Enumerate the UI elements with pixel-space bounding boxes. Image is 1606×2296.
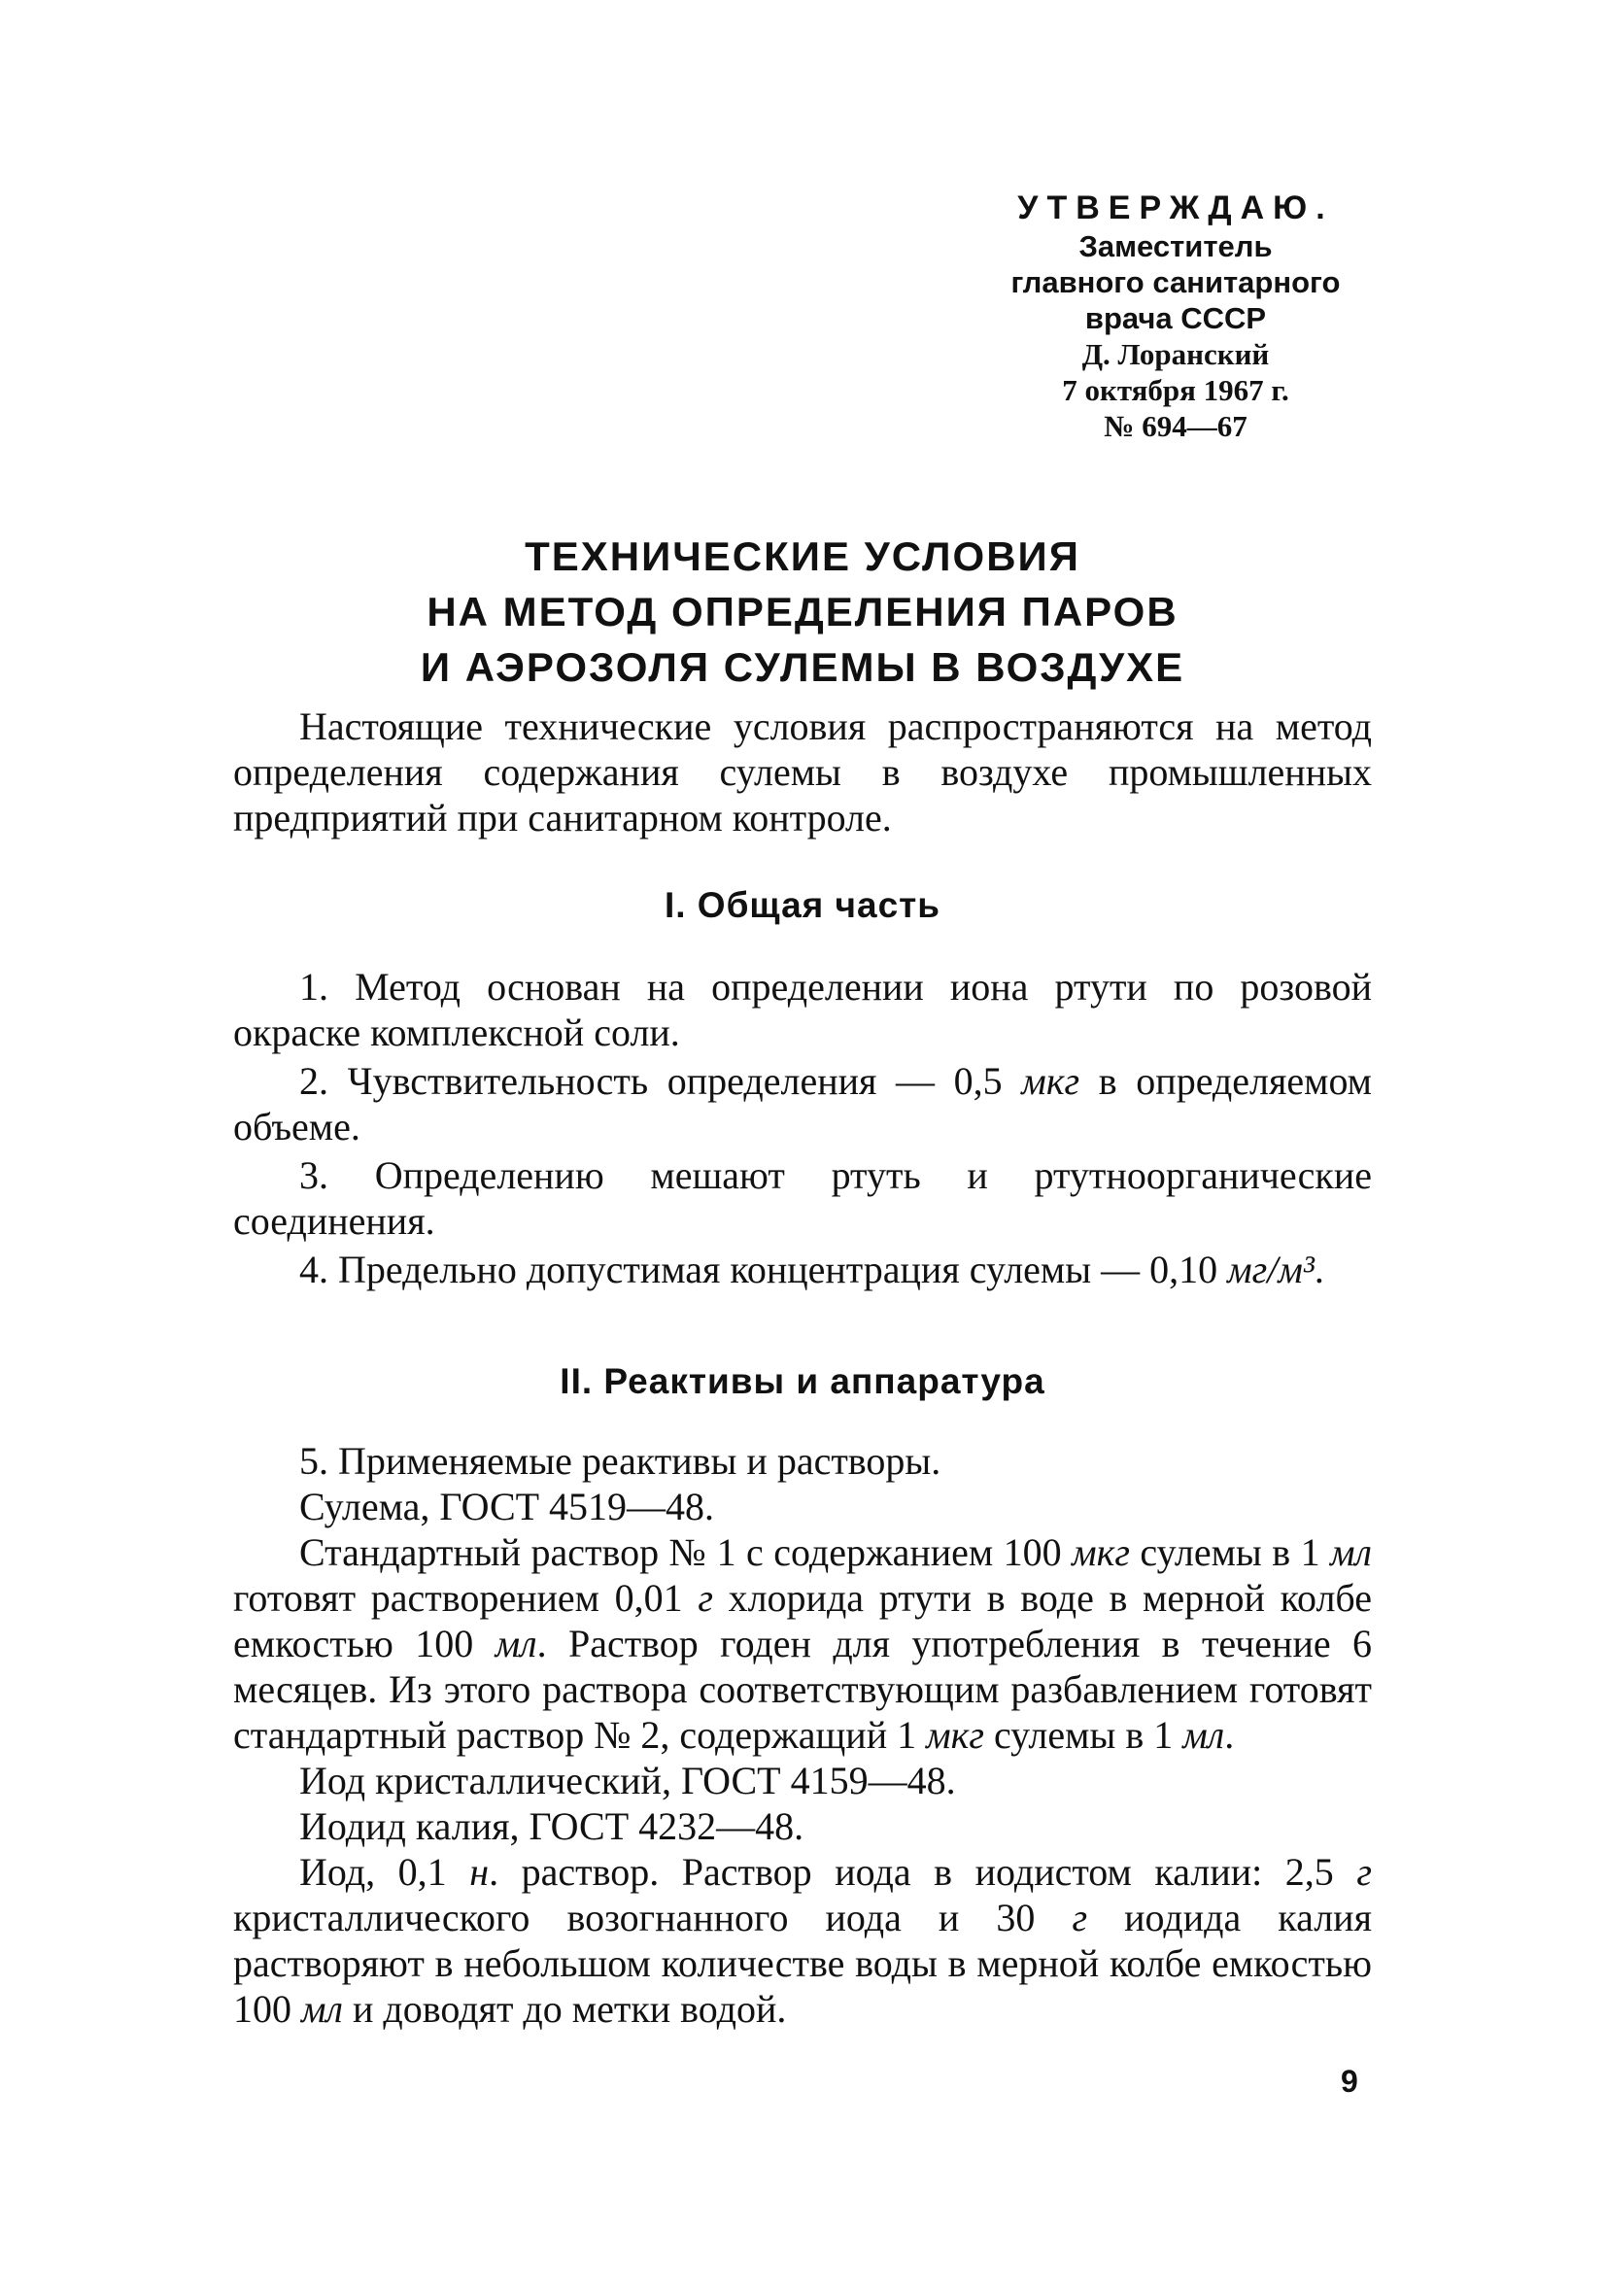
approval-number: № 694—67 <box>1104 409 1247 443</box>
paragraph-1: 1. Метод основан на определении иона ртути по розовой окраске комплексной соли. <box>233 965 1372 1054</box>
paragraph-4-text-b: . <box>1314 1248 1324 1291</box>
paragraph-10 <box>233 1849 1372 2032</box>
paragraph-7-unit-3: г <box>698 1576 713 1620</box>
section-1-heading: I. Общая часть <box>664 885 941 925</box>
document-page <box>233 0 1372 2296</box>
paragraph-7-text-g: . <box>1224 1713 1235 1757</box>
approval-position-line-2: главного санитарного <box>1010 265 1341 299</box>
approval-position-line-1: Заместитель <box>1078 229 1273 263</box>
section-1-body <box>233 964 1372 1295</box>
paragraph-4-text-a: 4. Предельно допустимая концентрация сулемы — 0,10 <box>299 1248 1228 1291</box>
paragraph-6: Сулема, ГОСТ 4519—48. <box>299 1485 715 1528</box>
paragraph-9: Иодид калия, ГОСТ 4232—48. <box>299 1804 804 1848</box>
paragraph-2-text-a: 2. Чувствительность определения — 0,5 <box>299 1059 1022 1103</box>
paragraph-10-unit-4: мл <box>301 1987 343 2031</box>
intro-block <box>233 703 1372 840</box>
intro-paragraph: Настоящие технические условия распространяются на метод определения содержания сулемы в воздухе промышленных предприятий при санитарном контроле. <box>233 704 1372 840</box>
paragraph-7-unit-1: мкг <box>1072 1530 1130 1574</box>
paragraph-7-unit-4: мл <box>495 1622 537 1665</box>
paragraph-2-text-b: в определяемом объеме. <box>233 1059 1372 1148</box>
document-title <box>233 529 1372 695</box>
approval-heading: УТВЕРЖДАЮ. <box>1017 189 1334 226</box>
paragraph-7-text-b: сулемы в 1 <box>1129 1530 1331 1574</box>
title-line-3: И АЭРОЗОЛЯ СУЛЕМЫ В ВОЗДУХЕ <box>420 644 1185 690</box>
approval-block <box>972 190 1380 444</box>
paragraph-7-text-c: готовят растворением 0,01 <box>233 1576 699 1620</box>
paragraph-10-text-a: Иод, 0,1 <box>299 1850 470 1894</box>
title-line-1: ТЕХНИЧЕСКИЕ УСЛОВИЯ <box>525 533 1080 579</box>
section-2-body <box>233 1438 1372 2032</box>
paragraph-2 <box>233 1058 1372 1149</box>
approval-date: 7 октября 1967 г. <box>1062 373 1289 407</box>
paragraph-7-unit-6: мл <box>1182 1713 1225 1757</box>
paragraph-10-text-c: кристаллического возогнанного иода и 30 <box>233 1896 1073 1939</box>
approval-signer: Д. Лоранский <box>1081 337 1270 371</box>
paragraph-10-text-b: . раствор. Раствор иода в иодистом калии: 2,5 <box>489 1850 1357 1894</box>
paragraph-2-unit: мкг <box>1021 1059 1080 1103</box>
paragraph-7-text-d: хлорида ртути в воде в мерной колбе емкостью 100 <box>233 1576 1372 1665</box>
paragraph-7-text-a: Стандартный раствор № 1 с содержанием 100 <box>299 1530 1073 1574</box>
paragraph-7-text-f: сулемы в 1 <box>983 1713 1183 1757</box>
page-number: 9 <box>1341 2064 1358 2099</box>
section-2-heading: II. Реактивы и аппаратура <box>560 1361 1045 1401</box>
title-line-2: НА МЕТОД ОПРЕДЕЛЕНИЯ ПАРОВ <box>427 589 1179 634</box>
paragraph-10-text-d: иодида калия растворяют в небольшом количестве воды в мерной колбе емкостью 100 <box>233 1896 1372 2031</box>
paragraph-5: 5. Применяемые реактивы и растворы. <box>299 1439 941 1483</box>
paragraph-7-unit-2: мл <box>1330 1530 1372 1574</box>
paragraph-4-unit: мг/м³ <box>1227 1248 1315 1291</box>
paragraph-10-unit-1: н <box>469 1850 490 1894</box>
paragraph-10-text-e: и доводят до метки водой. <box>342 1987 787 2031</box>
paragraph-7-unit-5: мкг <box>926 1713 984 1757</box>
paragraph-8: Иод кристаллический, ГОСТ 4159—48. <box>299 1759 956 1802</box>
paragraph-7-text-e: . Раствор годен для употребления в течение 6 месяцев. Из этого раствора соответствующим разбавлением готовят стандартный раствор № 2, содержащий 1 <box>233 1622 1372 1757</box>
paragraph-3: 3. Определению мешают ртуть и ртутноорганические соединения. <box>233 1153 1372 1243</box>
approval-position-line-3: врача СССР <box>1084 301 1267 335</box>
paragraph-4 <box>233 1247 1372 1292</box>
paragraph-10-unit-2: г <box>1356 1850 1372 1894</box>
paragraph-7 <box>233 1529 1372 1758</box>
paragraph-10-unit-3: г <box>1072 1896 1088 1939</box>
